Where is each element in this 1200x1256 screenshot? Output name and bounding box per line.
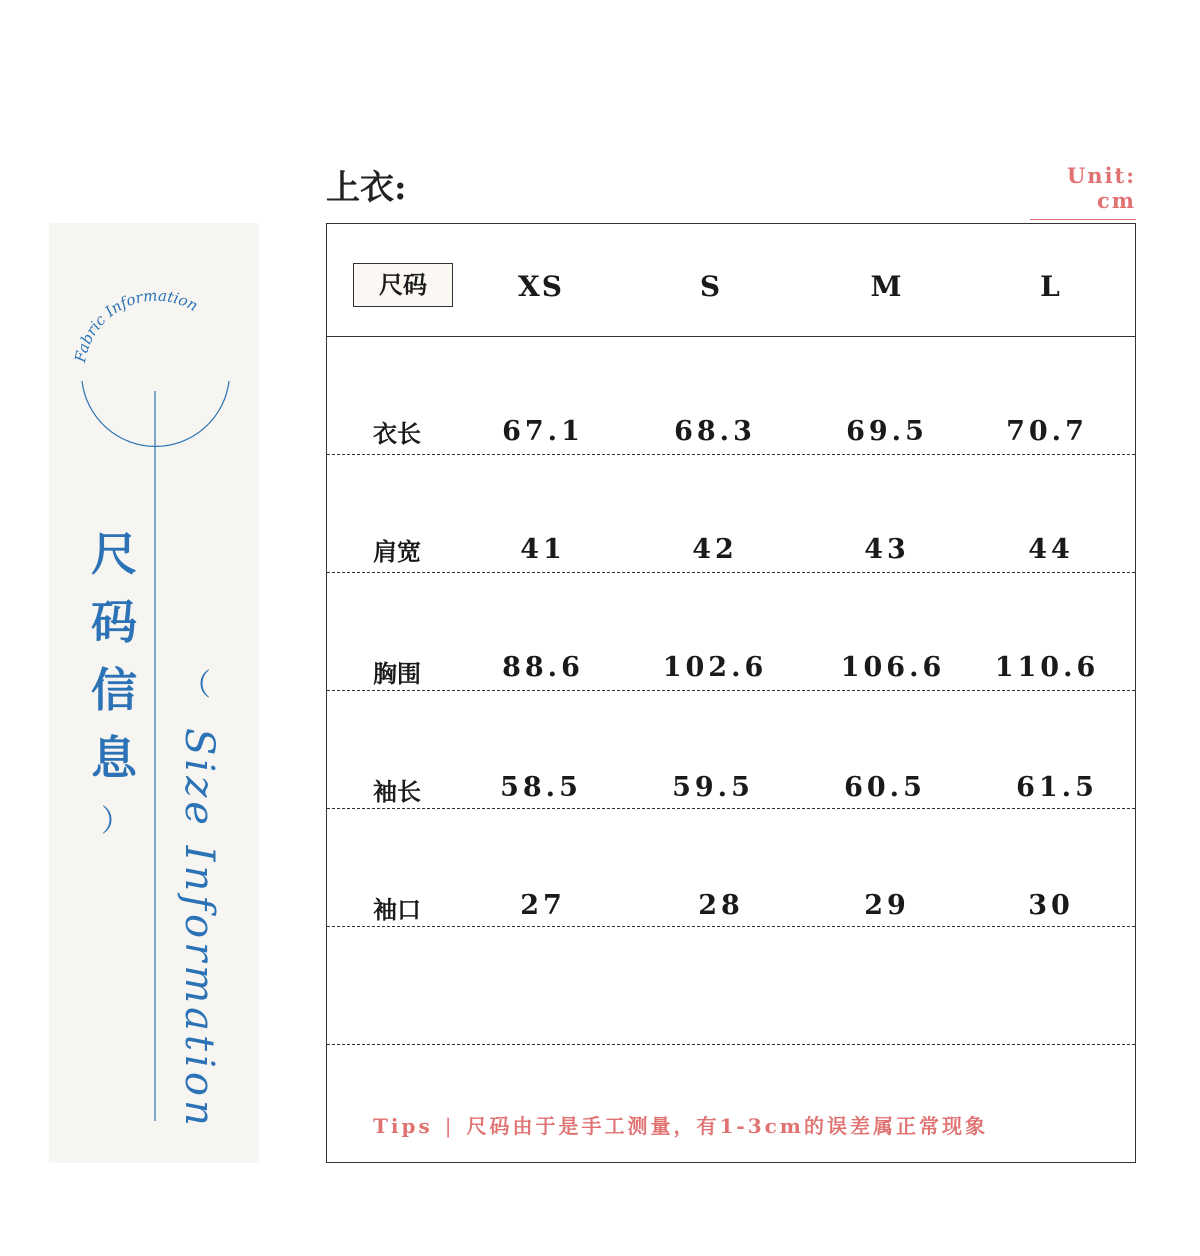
paren-close: ）	[101, 804, 131, 839]
row-label: 肩宽	[373, 537, 421, 566]
table-cell: 29	[864, 890, 910, 921]
title-char: 尺	[91, 527, 137, 581]
table-cell: 88.6	[502, 652, 584, 683]
table-cell: 68.3	[674, 416, 756, 447]
size-col-xs: XS	[518, 270, 564, 303]
table-cell: 61.5	[1016, 772, 1098, 803]
row-label: 衣长	[373, 419, 421, 448]
unit-label: Unit: cm	[1030, 163, 1136, 220]
row-divider	[327, 454, 1135, 455]
tips-note	[373, 1110, 988, 1139]
sidebar-decoration	[49, 223, 259, 1163]
arc-text: Fabric Information	[71, 286, 201, 364]
title-char: 信	[91, 663, 137, 717]
row-divider	[327, 808, 1135, 809]
title-char: 息	[91, 731, 137, 785]
table-cell: 58.5	[500, 772, 582, 803]
table-header-row	[327, 224, 1135, 337]
row-label: 袖长	[373, 777, 421, 806]
table-cell: 41	[520, 534, 566, 565]
size-col-l: L	[1040, 270, 1062, 303]
row-divider	[327, 572, 1135, 573]
section-title: 上衣:	[326, 168, 407, 208]
table-cell: 44	[1028, 534, 1074, 565]
table-cell: 59.5	[672, 772, 754, 803]
title-char: 码	[91, 595, 137, 649]
table-cell: 106.6	[840, 652, 946, 683]
row-label: 袖口	[373, 895, 421, 924]
size-col-s: S	[699, 270, 723, 303]
tips-separator: |	[444, 1114, 455, 1138]
table-cell: 30	[1028, 890, 1074, 921]
table-cell: 69.5	[846, 416, 928, 447]
row-divider	[327, 926, 1135, 927]
size-information-subtitle: Size Information	[176, 728, 222, 1130]
size-table	[326, 223, 1136, 1163]
table-cell: 70.7	[1006, 416, 1088, 447]
row-label: 胸围	[373, 659, 421, 688]
table-cell: 102.6	[662, 652, 768, 683]
size-col-m: M	[870, 270, 904, 303]
table-cell: 27	[520, 890, 566, 921]
table-cell: 28	[698, 890, 744, 921]
table-cell: 43	[864, 534, 910, 565]
tips-label: Tips	[373, 1114, 433, 1138]
row-divider	[327, 1044, 1135, 1045]
size-info-sidebar	[49, 223, 259, 1163]
row-divider	[327, 690, 1135, 691]
tips-text: 尺码由于是手工测量，有1-3cm的误差属正常现象	[466, 1114, 988, 1138]
table-cell: 110.6	[994, 652, 1100, 683]
size-header-label: 尺码	[353, 263, 453, 307]
table-cell: 67.1	[502, 416, 584, 447]
table-cell: 42	[692, 534, 738, 565]
size-info-title	[86, 520, 142, 792]
paren-open: （	[181, 668, 211, 703]
table-cell: 60.5	[844, 772, 926, 803]
